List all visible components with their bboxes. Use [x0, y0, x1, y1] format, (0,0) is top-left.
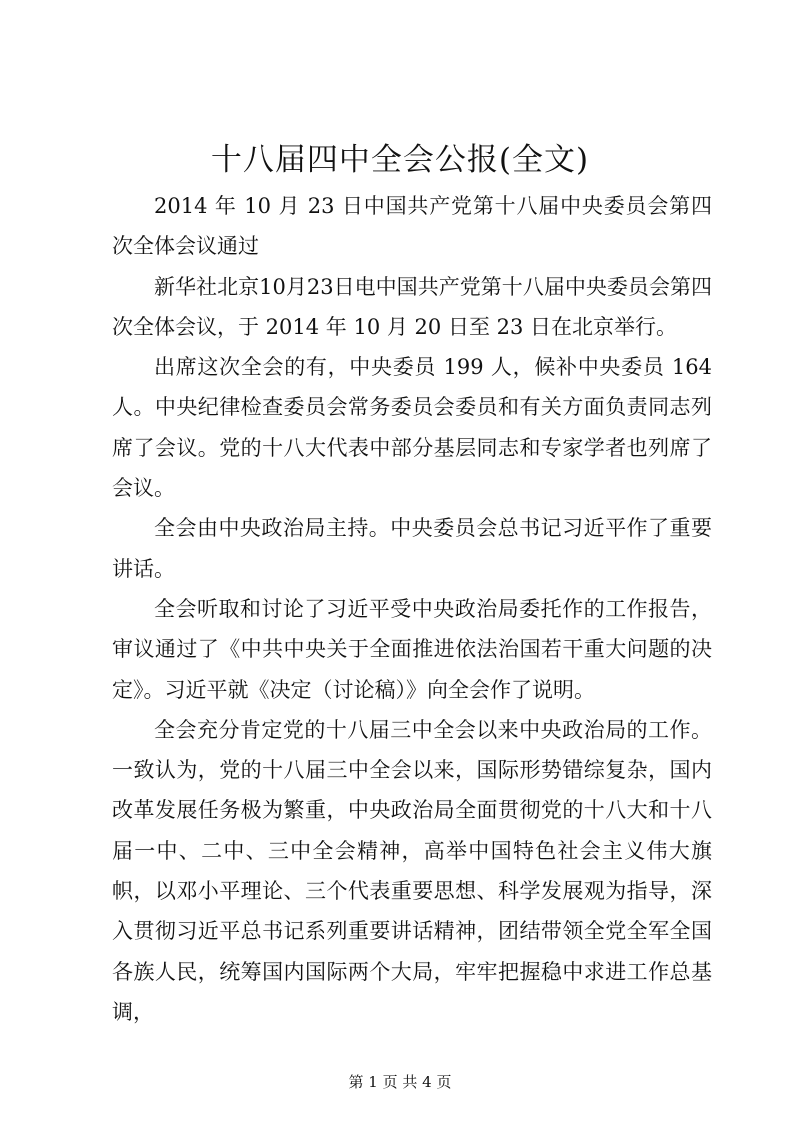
- document-title: 十八届四中全会公报(全文): [210, 142, 590, 178]
- paragraph-session-info: 新华社北京10月23日电中国共产党第十八届中央委员会第四次全体会议，于 2014 年 10 月 20 日至 23 日在北京举行。: [112, 274, 712, 339]
- paragraph-presided: 全会由中央政治局主持。中央委员会总书记习近平作了重要讲话。: [112, 516, 712, 581]
- page-number-footer: 第 1 页 共 4 页: [348, 1073, 452, 1091]
- document-body: [112, 186, 712, 1032]
- paragraph-work-affirmation: 全会充分肯定党的十八届三中全会以来中央政治局的工作。一致认为，党的十八届三中全会以来，国际形势错综复杂，国内改革发展任务极为繁重，中央政治局全面贯彻党的十八大和十八届一中、二中、三中全会精神，高举中国特色社会主义伟大旗帜，以邓小平理论、三个代表重要思想、科学发展观为指导，深入贯彻习近平总书记系列重要讲话精神，团结带领全党全军全国各族人民，统筹国内国际两个大局，牢牢把握稳中求进工作总基调，: [112, 717, 712, 1024]
- paragraph-adoption-date: 2014 年 10 月 23 日中国共产党第十八届中央委员会第四次全体会议通过: [112, 194, 712, 259]
- paragraph-work-report: 全会听取和讨论了习近平受中央政治局委托作的工作报告，审议通过了《中共中央关于全面推进依法治国若干重大问题的决定》。习近平就《决定（讨论稿）》向全会作了说明。: [112, 596, 712, 702]
- paragraph-attendees: 出席这次全会的有，中央委员 199 人，候补中央委员 164 人。中央纪律检查委员会常务委员会委员和有关方面负责同志列席了会议。党的十八大代表中部分基层同志和专家学者也列席了会议。: [112, 355, 712, 501]
